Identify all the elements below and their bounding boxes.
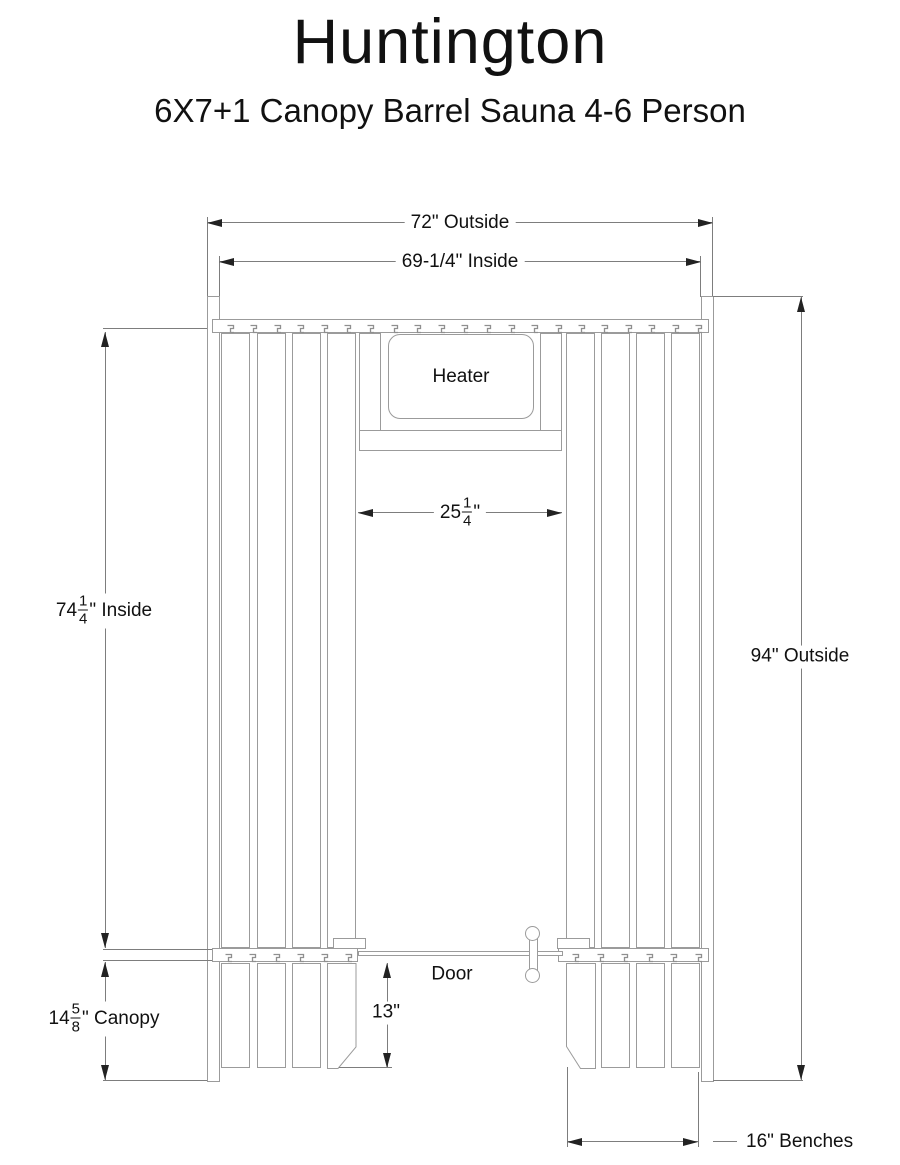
dim-between-benches-arrow-left — [358, 509, 373, 517]
dim-inside-depth-ext-top — [103, 328, 207, 329]
dim-inside-depth-arrow-up — [101, 332, 109, 347]
door-handle-knob-bottom — [525, 968, 540, 983]
stave-hook-icon — [555, 321, 564, 331]
left-bench-board — [257, 333, 286, 948]
dim-inside-width-arrow-left — [219, 258, 234, 266]
stave-hook-icon — [273, 950, 282, 960]
stave-hook-icon — [625, 321, 634, 331]
canopy-board — [221, 963, 250, 1068]
door-handle-knob-top — [525, 926, 540, 941]
dim-canopy-ext-top-b — [103, 960, 213, 961]
stave-hook-icon — [227, 321, 236, 331]
stave-hook-icon — [695, 950, 704, 960]
canopy-board-chamfered-left — [327, 963, 357, 1069]
canopy-board — [257, 963, 286, 1068]
dim-outside-width-ext-right — [712, 217, 713, 297]
dim-benches-arrow-left — [567, 1138, 582, 1146]
right-wall-post — [701, 296, 714, 1082]
canopy-board — [671, 963, 700, 1068]
canopy-board — [292, 963, 321, 1068]
stave-hook-icon — [274, 321, 283, 331]
dim-canopy-arrow-down — [101, 1065, 109, 1080]
stave-hook-icon — [250, 321, 259, 331]
dim-outside-depth-label: 94" Outside — [745, 646, 856, 669]
stave-hook-icon — [601, 321, 610, 331]
dim-canopy-arrow-up — [101, 962, 109, 977]
dim-canopy-ext-bottom — [103, 1080, 207, 1081]
dim-outside-depth-ext-top — [713, 296, 803, 297]
stave-hook-icon — [484, 321, 493, 331]
heater-guard-left-post — [359, 333, 381, 431]
dim-benches-arrow-right — [683, 1138, 698, 1146]
stave-hook-icon — [648, 321, 657, 331]
stave-hook-icon — [461, 321, 470, 331]
stave-hook-icon — [531, 321, 540, 331]
stave-hook-icon — [578, 321, 587, 331]
heater-box — [388, 334, 534, 419]
back-wall-stave-band — [212, 319, 709, 333]
canopy-board — [601, 963, 630, 1068]
dim-canopy-label: 14 $\frac{5}{8}$ " Canopy — [43, 1002, 166, 1037]
heater-guard-right-post — [540, 333, 562, 431]
dim-canopy-ext-top-a — [103, 949, 213, 950]
door-jamb-plate-left — [333, 938, 366, 949]
right-bench-board — [671, 333, 700, 948]
dim-door-offset-ext-bottom — [339, 1067, 392, 1068]
dim-outside-width-ext-left — [207, 217, 208, 297]
stave-hook-icon — [508, 321, 517, 331]
stave-hook-icon — [695, 321, 704, 331]
right-bench-board — [566, 333, 595, 948]
dim-outside-width-arrow-left — [207, 219, 222, 227]
stave-hook-icon — [438, 321, 447, 331]
dim-between-benches-label: 25 $\frac{1}{4}$ " — [434, 496, 486, 531]
dim-inside-depth-label: 74 $\frac{1}{4}$ " Inside — [50, 594, 158, 629]
dim-inside-depth-arrow-down — [101, 933, 109, 948]
heater-guard-front-rail — [359, 430, 562, 451]
stave-hook-icon — [391, 321, 400, 331]
right-bench-board — [636, 333, 665, 948]
stave-hook-icon — [672, 321, 681, 331]
left-wall-post — [207, 296, 220, 1082]
right-bench-board — [601, 333, 630, 948]
stave-hook-icon — [321, 950, 330, 960]
stave-hook-icon — [225, 950, 234, 960]
dim-between-benches-arrow-right — [547, 509, 562, 517]
door-label: Door — [431, 963, 473, 985]
stave-hook-icon — [344, 321, 353, 331]
door-jamb-plate-right — [557, 938, 590, 949]
dim-outside-width-label: 72" Outside — [405, 212, 516, 235]
dim-door-offset-arrow-down — [383, 1053, 391, 1068]
front-wall-stave-band-left — [212, 948, 358, 962]
page-subtitle: 6X7+1 Canopy Barrel Sauna 4-6 Person — [154, 92, 746, 129]
stave-hook-icon — [297, 321, 306, 331]
dim-outside-depth-arrow-down — [797, 1065, 805, 1080]
left-bench-board — [221, 333, 250, 948]
canopy-board-chamfered-right — [566, 963, 596, 1069]
dim-outside-depth-ext-bottom — [713, 1080, 803, 1081]
dim-benches-ext-right — [698, 1072, 699, 1147]
dim-benches-line — [567, 1141, 698, 1142]
stave-hook-icon — [367, 321, 376, 331]
dim-outside-width-arrow-right — [698, 219, 713, 227]
dim-outside-depth-arrow-up — [797, 297, 805, 312]
stave-hook-icon — [621, 950, 630, 960]
stave-hook-icon — [321, 321, 330, 331]
dim-outside-depth-line — [801, 297, 802, 1080]
dim-inside-width-label: 69-1/4" Inside — [396, 251, 525, 274]
left-bench-board — [327, 333, 356, 948]
dim-inside-depth-line — [105, 332, 106, 948]
dim-door-offset-arrow-up — [383, 963, 391, 978]
dim-benches-label: 16" Benches — [746, 1131, 854, 1152]
stave-hook-icon — [597, 950, 606, 960]
dim-door-offset-label: 13" — [366, 1002, 406, 1025]
heater-label: Heater — [432, 365, 490, 387]
front-wall-stave-band-right — [558, 948, 709, 962]
left-bench-board — [292, 333, 321, 948]
dim-benches-leader — [713, 1141, 737, 1142]
stave-hook-icon — [646, 950, 655, 960]
stave-hook-icon — [345, 950, 354, 960]
page-title: Huntington — [292, 7, 608, 77]
stave-hook-icon — [572, 950, 581, 960]
dim-benches-ext-left — [567, 1067, 568, 1147]
stave-hook-icon — [297, 950, 306, 960]
stave-hook-icon — [670, 950, 679, 960]
dim-inside-width-arrow-right — [686, 258, 701, 266]
canopy-board — [636, 963, 665, 1068]
stave-hook-icon — [249, 950, 258, 960]
stave-hook-icon — [414, 321, 423, 331]
